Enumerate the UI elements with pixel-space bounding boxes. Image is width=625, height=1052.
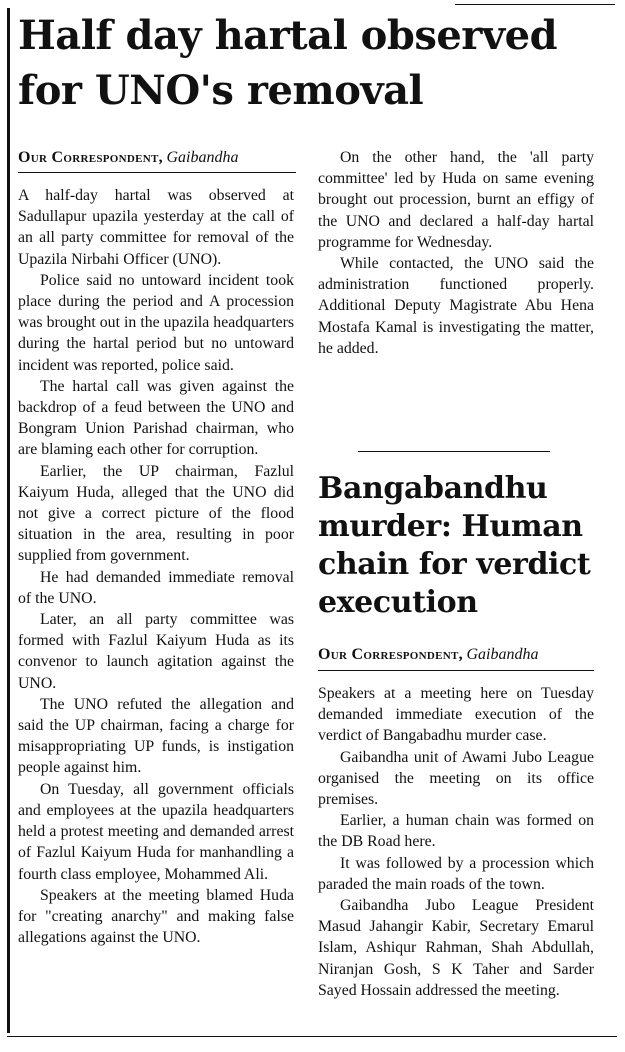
story-2-headline [318,470,608,622]
left-column-rule [7,8,10,1033]
story-2-paragraph: Gaibandha Jubo League President Masud Jahangir Kabir, Secretary Emarul Islam, Ashiqur Rahman, Shah Abdullah, Niranjan Gosh, S K Taher and Sarder Sayed Hossain addressed the meeting. [318,897,594,999]
story-1-paragraph: While contacted, the UNO said the administration functioned properly. Additional Deputy Magistrate Abu Hena Mostafa Kamal is investigating the matter, he added. [318,255,594,357]
story-1-column-2 [318,147,594,359]
story-1-paragraph: On the other hand, the 'all party committee' led by Huda on same evening brought out procession, burnt an effigy of the UNO and declared a half-day hartal programme for Wednesday. [318,149,594,251]
story-1-byline-place: Gaibandha [166,149,239,166]
story-1-paragraph: Police said no untoward incident took place during the period and A procession was brought out in the upazila headquarters during the hartal period but no untoward incident was reported, police said. [18,271,294,374]
story-1-paragraph: The hartal call was given against the backdrop of a feud between the UNO and Bongram Union Parishad chairman, who are blaming each other for corruption. [18,377,294,459]
story-1-byline-author: Our Correspondent, [18,149,163,166]
story-1-headline [18,8,618,118]
story-1-paragraph: Later, an all party committee was formed with Fazlul Kaiyum Huda as its convenor to launch agitation against the UNO. [18,611,294,692]
story-2-paragraph: Speakers at a meeting here on Tuesday demanded immediate execution of the verdict of Bangabadhu murder case. [318,685,594,745]
story-2-headline-line-2: murder: Human [318,509,583,544]
story-2-headline-line-3: chain for verdict [318,547,591,582]
story-2-paragraph: Gaibandha unit of Awami Jubo League organised the meeting on its office premises. [318,748,594,809]
story-1-paragraph: On Tuesday, all government officials and employees at the upazila headquarters held a protest meeting and demanded arrest of Fazlul Kaiyum Huda for manhandling a fourth class employee, Mohammed Ali. [18,780,294,883]
story-2-byline-author: Our Correspondent, [318,646,463,663]
story-2-byline-place: Gaibandha [466,646,539,663]
story-1-byline [18,148,238,169]
story-2-column [318,683,594,1001]
story-1-headline-line-2: for UNO's removal [18,67,424,114]
story-2-byline [318,645,538,666]
story-1-paragraph: The UNO refuted the allegation and said the UP chairman, facing a charge for misappropriating UP funds, is instigation people against him. [18,695,294,777]
story-1-paragraph: Speakers at the meeting blamed Huda for "creating anarchy" and making false allegations against the UNO. [18,886,294,947]
story-1-byline-rule [18,172,296,173]
story-separator-rule [358,451,550,452]
story-1-column-1 [18,185,294,948]
story-2-headline-line-1: Bangabandhu [318,471,548,506]
story-2-headline-line-4: execution [318,585,478,620]
story-2-paragraph: Earlier, a human chain was formed on the DB Road here. [318,812,594,851]
top-rule [455,4,615,5]
story-1-paragraph: A half-day hartal was observed at Sadullapur upazila yesterday at the call of an all party committee for removal of the Upazila Nirbahi Officer (UNO). [18,187,294,268]
story-2-byline-rule [318,670,594,671]
story-1-paragraph: He had demanded immediate removal of the UNO. [18,568,294,607]
story-1-headline-line-1: Half day hartal observed [18,12,558,59]
bottom-rule [7,1036,617,1037]
story-2-paragraph: It was followed by a procession which paraded the main roads of the town. [318,854,594,893]
story-1-paragraph: Earlier, the UP chairman, Fazlul Kaiyum Huda, alleged that the UNO did not give a correct picture of the flood situation in the area, resulting in poor supplied from government. [18,462,294,565]
